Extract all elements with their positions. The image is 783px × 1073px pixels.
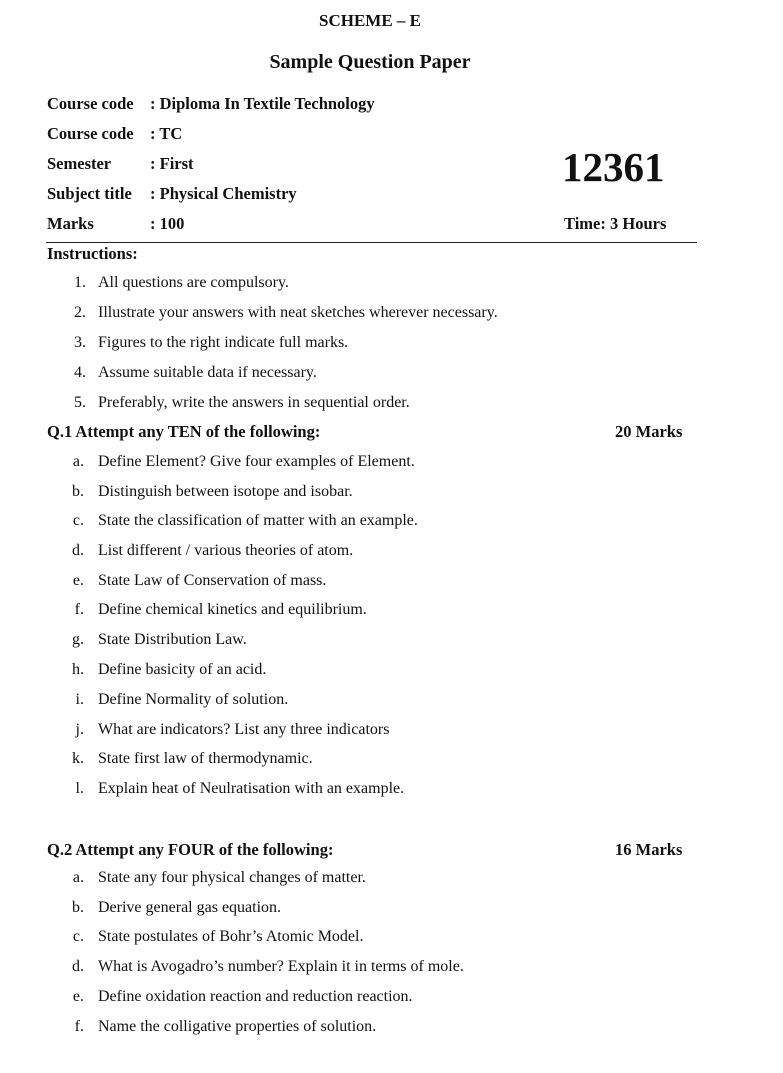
instruction-text: Illustrate your answers with neat sketches wherever necessary. (98, 304, 498, 321)
q2-item-letter: c. (72, 928, 84, 945)
q2-item-letter: a. (72, 869, 84, 886)
meta-value-course-code: : TC (150, 124, 183, 143)
q1-item-text: State Distribution Law. (98, 631, 247, 648)
q1-item-text: Define chemical kinetics and equilibrium. (98, 601, 367, 618)
q1-marks: 20 Marks (615, 422, 683, 441)
instruction-number: 1. (74, 274, 86, 291)
meta-label-course-code: Course code (47, 94, 134, 113)
instruction-text: All questions are compulsory. (98, 274, 289, 291)
meta-value-course-name: : Diploma In Textile Technology (150, 94, 375, 113)
meta-value-subject: : Physical Chemistry (150, 184, 297, 203)
meta-label-semester: Semester (47, 154, 112, 173)
q1-item-letter: h. (72, 661, 84, 678)
q2-heading: Q.2 Attempt any FOUR of the following: (47, 840, 334, 859)
instruction-number: 4. (74, 364, 86, 381)
q1-item-letter: b. (72, 483, 84, 500)
q1-item-letter: f. (74, 601, 84, 618)
instruction-text: Figures to the right indicate full marks. (98, 334, 349, 351)
q1-item-text: State first law of thermodynamic. (98, 750, 313, 767)
q1-item-letter: l. (75, 780, 84, 797)
q2-item-letter: d. (72, 958, 84, 975)
paper-title: Sample Question Paper (269, 51, 471, 73)
scheme-label: SCHEME – E (318, 11, 422, 30)
q2-item-letter: f. (74, 1018, 84, 1035)
paper-code-number: 12361 (562, 144, 665, 190)
q2-item-text: State any four physical changes of matter. (98, 869, 366, 886)
q1-item-text: Define basicity of an acid. (98, 661, 267, 678)
q1-item-text: Distinguish between isotope and isobar. (98, 483, 353, 500)
q1-item-letter: k. (72, 750, 84, 767)
q1-heading: Q.1 Attempt any TEN of the following: (47, 422, 321, 441)
q2-item-text: What is Avogadro’s number? Explain it in terms of mole. (98, 958, 464, 975)
instruction-number: 2. (74, 304, 86, 321)
meta-label-course-code-2: Course code (47, 124, 134, 143)
meta-value-semester: : First (150, 154, 194, 173)
meta-label-subject: Subject title (47, 184, 132, 203)
q2-item-text: Name the colligative properties of solution. (98, 1018, 377, 1035)
meta-label-marks: Marks (47, 214, 94, 233)
q1-item-text: What are indicators? List any three indicators (98, 721, 390, 738)
q1-item-letter: d. (72, 542, 84, 559)
q2-item-text: Define oxidation reaction and reduction reaction. (98, 988, 413, 1005)
q1-item-text: State Law of Conservation of mass. (98, 572, 327, 589)
q1-item-text: Explain heat of Neulratisation with an example. (98, 780, 405, 797)
q1-item-letter: e. (72, 572, 84, 589)
q1-item-text: Define Normality of solution. (98, 691, 289, 708)
q1-item-letter: i. (75, 691, 84, 708)
instruction-text: Assume suitable data if necessary. (98, 364, 317, 381)
q2-item-text: Derive general gas equation. (98, 899, 282, 916)
header-divider (46, 242, 697, 243)
instruction-number: 3. (74, 334, 86, 351)
q1-item-letter: c. (72, 512, 84, 529)
meta-value-marks: : 100 (150, 214, 185, 233)
q1-item-text: State the classification of matter with an example. (98, 512, 418, 529)
q1-item-text: Define Element? Give four examples of Element. (98, 453, 415, 470)
q1-item-letter: j. (75, 721, 84, 738)
q1-item-text: List different / various theories of atom. (98, 542, 354, 559)
q2-item-letter: b. (72, 899, 84, 916)
instructions-heading: Instructions: (47, 244, 138, 263)
q1-item-letter: g. (72, 631, 84, 648)
q2-item-letter: e. (72, 988, 84, 1005)
q1-item-letter: a. (72, 453, 84, 470)
instruction-number: 5. (74, 394, 86, 411)
q2-marks: 16 Marks (615, 840, 683, 859)
exam-duration: Time: 3 Hours (564, 214, 667, 233)
instruction-text: Preferably, write the answers in sequential order. (98, 394, 410, 411)
q2-item-text: State postulates of Bohr’s Atomic Model. (98, 928, 364, 945)
